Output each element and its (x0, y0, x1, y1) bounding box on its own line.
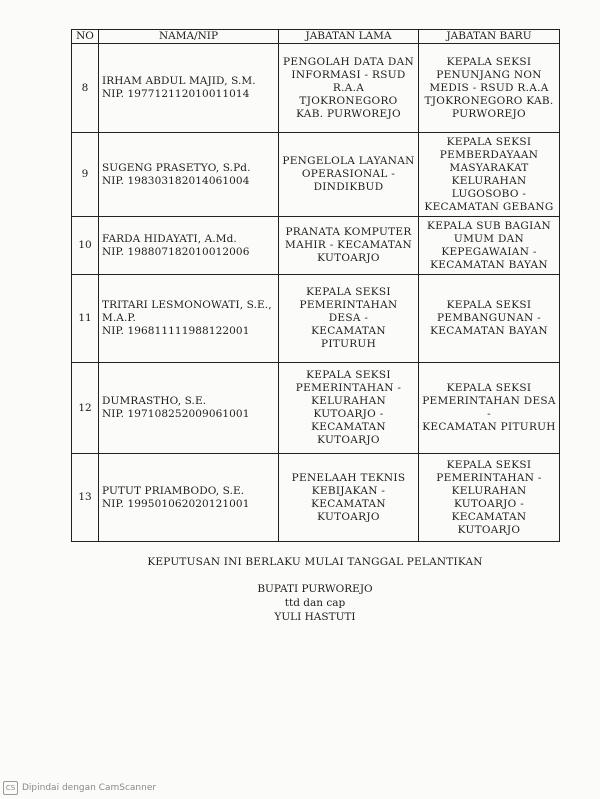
decree-statement: KEPUTUSAN INI BERLAKU MULAI TANGGAL PELANTIKAN (147, 556, 483, 568)
table-row (72, 454, 560, 542)
old-position-line: PENGOLAH DATA DAN (282, 55, 415, 68)
old-position-line: KEPALA SEKSI (306, 369, 391, 381)
new-position-line: KEPALA SUB BAGIAN (427, 219, 551, 232)
old-position-line: PEMERINTAHAN DESA - (299, 299, 398, 324)
new-position-line: PURWOREJO (452, 107, 526, 120)
table-row (72, 275, 560, 363)
new-position-line: KELURAHAN (451, 484, 527, 497)
employee-name-nip (99, 133, 279, 217)
old-position-line: KECAMATAN PITURUH (311, 325, 386, 350)
table-row (72, 363, 560, 454)
old-position-line: PRANATA KOMPUTER (285, 226, 412, 238)
row-number: 13 (72, 454, 99, 542)
row-number: 10 (72, 217, 99, 275)
old-position-line: KUTOARJO - (313, 408, 384, 420)
employee-name-nip-line: NIP. 199501062020121001 (102, 497, 250, 510)
table-row (72, 217, 560, 275)
old-position-line: R.A.A TJOKRONEGORO (299, 81, 398, 107)
new-position-line: KELURAHAN (451, 174, 527, 187)
old-position-line: PENGELOLA LAYANAN (282, 155, 415, 167)
old-position-line: KEBIJAKAN - (311, 484, 386, 497)
new-position-line: PEMBERDAYAAN (439, 148, 539, 161)
new-position-line: KECAMATAN BAYAN (430, 325, 548, 337)
employee-name-nip-line: SUGENG PRASETYO, S.Pd. (102, 161, 251, 174)
employee-name-nip-line: M.A.P. (102, 312, 136, 324)
new-position (419, 44, 560, 133)
new-position-line: KECAMATAN GEBANG (424, 200, 554, 213)
camscanner-logo-icon: CS (3, 781, 18, 795)
old-position-line: PEMERINTAHAN - (295, 382, 402, 394)
old-position (279, 363, 419, 454)
new-position-line: KECAMATAN PITURUH (422, 421, 556, 433)
employee-name-nip (99, 44, 279, 133)
new-position-line: PEMERINTAHAN - (436, 471, 542, 484)
table-row (72, 44, 560, 133)
employee-position-table (71, 29, 560, 542)
new-position-line: TJOKRONEGORO KAB. (424, 94, 554, 107)
employee-name-nip-line: TRITARI LESMONOWATI, S.E., (102, 299, 272, 311)
row-number: 9 (72, 133, 99, 217)
new-position-line: PENUNJANG NON (436, 68, 542, 81)
old-position-line: KECAMATAN (311, 497, 386, 510)
new-position-line: PEMERINTAHAN DESA - (422, 395, 556, 420)
employee-name-nip-line: NIP. 198807182010012006 (102, 245, 250, 258)
header-jabatan-baru: JABATAN BARU (419, 30, 560, 44)
new-position (419, 275, 560, 363)
new-position (419, 454, 560, 542)
new-position-line: KECAMATAN (451, 510, 527, 523)
new-position-line: KECAMATAN BAYAN (430, 258, 548, 271)
old-position-line: KAB. PURWOREJO (296, 107, 401, 120)
new-position-line: KEPALA SEKSI (446, 55, 532, 68)
new-position-line: KEPEGAWAIAN - (441, 245, 537, 258)
scanner-watermark (3, 781, 156, 795)
new-position-line: PEMBANGUNAN - (437, 312, 541, 324)
new-position-line: KUTOARJO (457, 523, 521, 536)
employee-name-nip (99, 217, 279, 275)
new-position (419, 217, 560, 275)
new-position-line: KEPALA SEKSI (446, 382, 532, 394)
old-position-line: KEPALA SEKSI (306, 286, 391, 298)
row-number: 8 (72, 44, 99, 133)
table-header-row (72, 30, 560, 44)
old-position-line: INFORMASI - RSUD (291, 68, 406, 81)
new-position-line: UMUM DAN (453, 232, 525, 245)
header-jabatan-lama: JABATAN LAMA (279, 30, 419, 44)
new-position-line: KEPALA SEKSI (446, 458, 532, 471)
header-no: NO (72, 30, 99, 44)
row-number: 11 (72, 275, 99, 363)
employee-name-nip-line: NIP. 197108252009061001 (102, 408, 250, 420)
old-position (279, 133, 419, 217)
table-row (72, 133, 560, 217)
old-position-line: KUTOARJO (317, 510, 380, 523)
new-position-line: KEPALA SEKSI (446, 299, 532, 311)
table-body (72, 44, 560, 542)
old-position-line: KECAMATAN (311, 421, 386, 433)
employee-name-nip-line: NIP. 196811111988122001 (102, 325, 250, 337)
old-position-line: PENELAAH TEKNIS (291, 471, 406, 484)
old-position (279, 454, 419, 542)
old-position-line: DINDIKBUD (313, 181, 384, 193)
old-position-line: OPERASIONAL - (301, 168, 396, 180)
signature-block (71, 582, 559, 624)
employee-name-nip-line: FARDA HIDAYATI, A.Md. (102, 232, 237, 245)
new-position-line: MEDIS - RSUD R.A.A (429, 81, 549, 94)
old-position (279, 217, 419, 275)
old-position-line: MAHIR - KECAMATAN (285, 239, 412, 251)
employee-name-nip-line: NIP. 197712112010011014 (102, 88, 250, 100)
old-position (279, 275, 419, 363)
new-position-line: KEPALA SEKSI (446, 135, 532, 148)
row-number: 12 (72, 363, 99, 454)
signer-name: YULI HASTUTI (274, 611, 356, 623)
new-position-line: MASYARAKAT (449, 161, 529, 174)
header-nama-nip: NAMA/NIP (99, 30, 279, 44)
old-position-line: KUTOARJO (317, 252, 380, 264)
new-position (419, 133, 560, 217)
old-position-line: KELURAHAN (311, 395, 386, 407)
employee-name-nip (99, 454, 279, 542)
signer-title: BUPATI PURWOREJO (257, 583, 373, 595)
new-position-line: KUTOARJO - (453, 497, 525, 510)
employee-name-nip-line: IRHAM ABDUL MAJID, S.M. (102, 75, 256, 87)
employee-name-nip-line: PUTUT PRIAMBODO, S.E. (102, 484, 245, 497)
old-position (279, 44, 419, 133)
employee-name-nip (99, 363, 279, 454)
new-position-line: LUGOSOBO - (451, 187, 527, 200)
watermark-text: Dipindai dengan CamScanner (22, 783, 157, 793)
employee-name-nip-line: DUMRASTHO, S.E. (102, 395, 207, 407)
new-position (419, 363, 560, 454)
employee-name-nip (99, 275, 279, 363)
employee-name-nip-line: NIP. 198303182014061004 (102, 174, 250, 187)
signature-note: ttd dan cap (284, 597, 346, 609)
old-position-line: KUTOARJO (317, 434, 380, 446)
